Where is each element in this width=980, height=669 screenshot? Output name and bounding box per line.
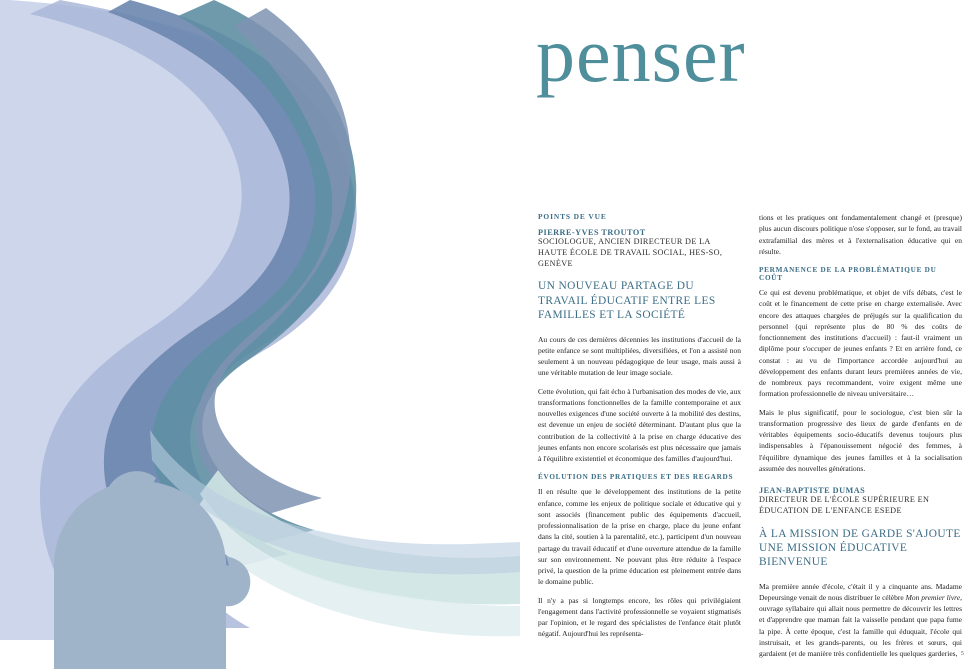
paragraph: tions et les pratiques ont fondamentalement changé et (presque) plus aucun discours politique n'ose s'opposer, sur le fond, au travail extrafamilial des mères et à l'externalisation éducative qui en résulte. bbox=[759, 213, 962, 256]
paragraph: Il en résulte que le développement des institutions de la petite enfance, comme les enjeux de politique sociale et éducative qui y sont associés (financement public des équipements d'accueil, professionnalisation de la prise en charge, place du jeune enfant dans la cité, soutien à la parentalité, etc.), participent d'un nouveau partage du travail éducatif et d'une ouverture attendue de la famille sur son environnement. Ne pouvant plus être réduite à l'espace privé, la question de la prime éducation est pleinement entrée dans le domaine public. bbox=[538, 487, 741, 587]
column-right bbox=[759, 212, 962, 659]
paragraph: Il n'y a pas si longtemps encore, les rôles qui privilégiaient l'engagement dans l'activité professionnelle se voyaient stigmatisés par l'opinion, et le regard des spécialistes de l'enfance était plutôt négatif. Aujourd'hui les représenta- bbox=[538, 595, 741, 639]
paragraph bbox=[759, 581, 962, 660]
paragraph: Ce qui est devenu problématique, et objet de vifs débats, c'est le coût et le financement de cette prise en charge externalisée. Avec encore des attaques chargées de préjugés sur la qualification du personnel (qui représente plus de 80 % des coûts de fonctionnement des institutions d'accueil) : faut-il vraiment un diplôme pour s'occuper de jeunes enfants ? Et en arrière fond, ce constat : au vu de l'importance accordée aujourd'hui au développement des enfants durant leurs premières années de vie, de nombreux pays recommandent, voire exigent même une formation professionnelle de niveau universitaire… bbox=[759, 288, 962, 399]
author-name-1: PIERRE-YVES TROUTOT bbox=[538, 228, 646, 237]
paragraph: Cette évolution, qui fait écho à l'urbanisation des modes de vie, aux transformations fonctionnelles de la famille contemporaine et aux nouvelles exigences d'une société ouverte à la mobilité des destins, est devenue un enjeu de société déterminant. D'autant plus que la contribution de la collectivité à la prise en charge éducative des jeunes enfants non encore scolarisés est plus nécessaire que jamais à l'équilibre existentiel et économique des familles d'aujourd'hui. bbox=[538, 386, 741, 464]
page-title: penser bbox=[536, 11, 746, 98]
section-kicker: POINTS DE VUE bbox=[538, 212, 607, 221]
article-headline-2: À LA MISSION DE GARDE S'AJOUTE UNE MISSION ÉDUCATIVE BIENVENUE bbox=[759, 527, 961, 569]
text-page bbox=[520, 0, 980, 669]
book-title: Mon premier livre bbox=[905, 592, 961, 602]
article-headline-1: UN NOUVEAU PARTAGE DU TRAVAIL ÉDUCATIF ENTRE LES FAMILLES ET LA SOCIÉTÉ bbox=[538, 280, 716, 322]
column-left bbox=[538, 212, 741, 652]
paragraph: Mais le plus significatif, pour le sociologue, c'est bien sûr la transformation progressive des lieux de garde d'enfants en de véritables équipements socio-éducatifs devenus toujours plus indispensables à l'épanouissement négocié des femmes, à l'équilibre dynamique des jeunes familles et à la socialisation assumée des nouvelles générations. bbox=[759, 407, 962, 473]
paragraph-part-a: Ma première année d'école, c'était il y a cinquante ans. Madame Depeursinge venait de nous distribuer le célèbre bbox=[759, 581, 962, 602]
article-subhead-2: PERMANENCE DE LA PROBLÉMATIQUE DU COÛT bbox=[759, 266, 937, 282]
article-columns bbox=[538, 212, 962, 659]
paragraph: Au cours de ces dernières décennies les institutions d'accueil de la petite enfance se sont multipliées, diversifiées, et l'on a assisté non seulement à un nouveau pédagogique de leur usage, mais aussi à une véritable mutation de leur image sociale. bbox=[538, 334, 741, 378]
author-role-1: SOCIOLOGUE, ANCIEN DIRECTEUR DE LA HAUTE ÉCOLE DE TRAVAIL SOCIAL, HES-SO, GENÈVE bbox=[538, 237, 723, 268]
author-role-2: DIRECTEUR DE L'ÉCOLE SUPÉRIEURE EN ÉDUCATION DE L'ENFANCE ESEDE bbox=[759, 495, 930, 515]
author-name-2: JEAN-BAPTISTE DUMAS bbox=[759, 486, 866, 495]
paragraph-part-b: , ouvrage syllabaire qui allait nous permettre de découvrir les lettres et d'apprendre que maman fait la vaisselle pendant que papa fume la pipe. À cette époque, c'est la famille qui éduquait, l'école qui instruisait, et les grands-parents, ou les frères et sœurs, qui gardaient (et de manière très confidentielle les quelques garderies, bbox=[759, 592, 962, 659]
article-subhead-1: ÉVOLUTION DES PRATIQUES ET DES REGARDS bbox=[538, 473, 734, 482]
page-number: 5 bbox=[960, 650, 964, 657]
